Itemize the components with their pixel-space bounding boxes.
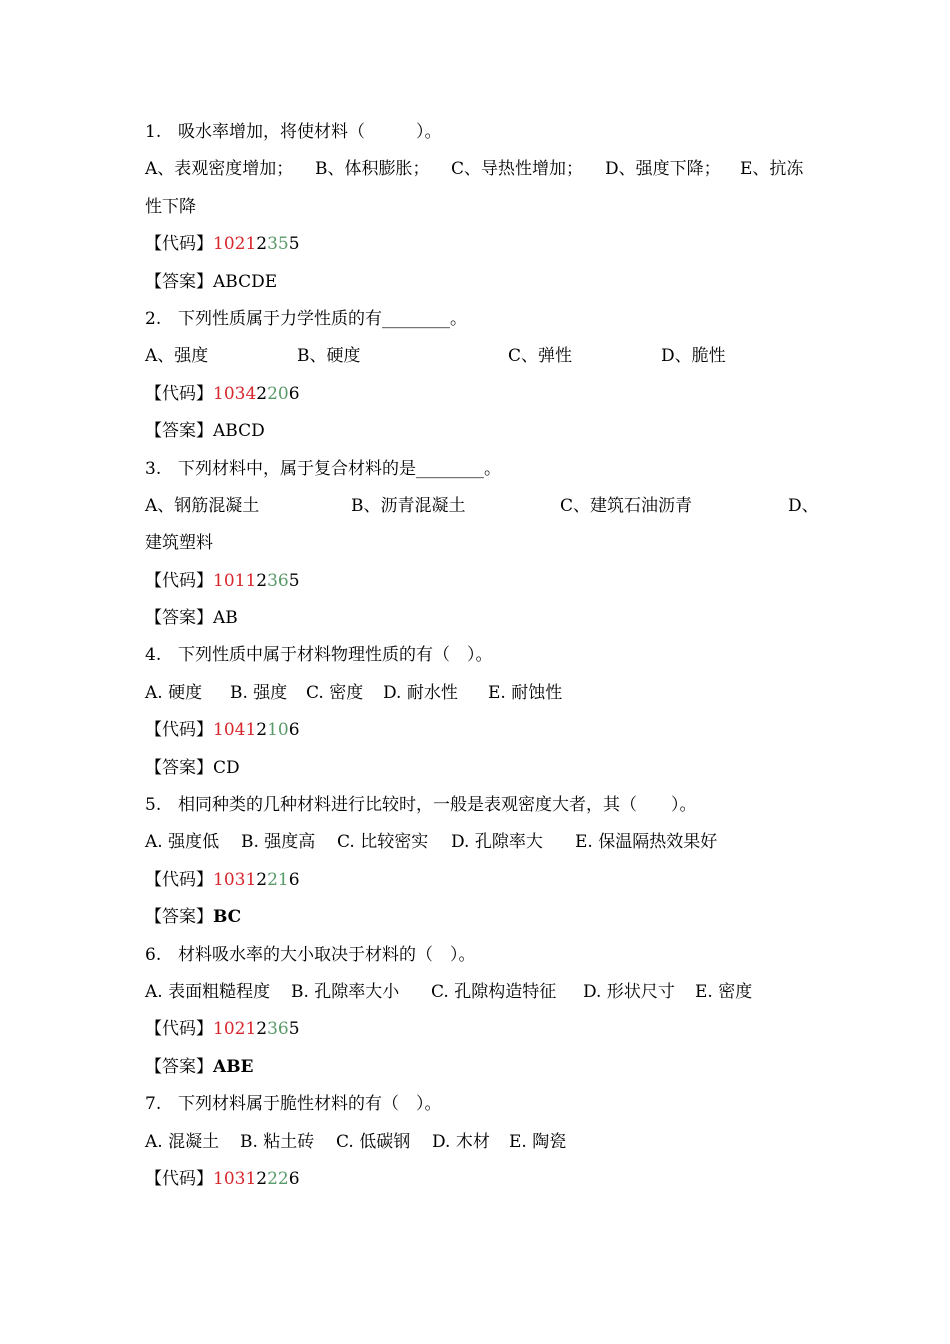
question-stem xyxy=(145,114,810,151)
option-text: C. 密度 xyxy=(306,682,364,703)
question-text: 吸水率增加，将使材料（ ）。 xyxy=(178,122,442,142)
option-text: C、导热性增加； xyxy=(451,159,584,180)
answer-value: ABCD xyxy=(213,421,265,442)
options-line xyxy=(145,675,810,712)
code-segment: 2 xyxy=(256,869,268,890)
question-document xyxy=(145,114,819,1198)
option-text: D、强度下降； xyxy=(605,159,721,180)
option-text: 建筑塑料 xyxy=(145,533,213,554)
code-segment: 6 xyxy=(288,869,300,890)
options-line xyxy=(145,1124,810,1161)
code-segment: 1031 xyxy=(213,1168,257,1189)
option-text: E. 耐蚀性 xyxy=(488,682,563,703)
answer-value: AB xyxy=(213,608,238,629)
option-text: E. 保温隔热效果好 xyxy=(575,832,718,853)
question-stem xyxy=(145,1086,810,1123)
options-line xyxy=(145,338,810,375)
code-segment: 22 xyxy=(267,1168,289,1189)
question-number: 6. xyxy=(145,944,162,965)
option-text: B. 强度 xyxy=(230,682,288,703)
option-text: D. 耐水性 xyxy=(383,682,458,703)
option-text: B. 粘土砖 xyxy=(240,1131,315,1152)
answer-value: ABCDE xyxy=(213,271,278,292)
code-line xyxy=(145,563,810,600)
option-text: A、强度 xyxy=(145,346,209,367)
options-line xyxy=(145,525,810,562)
code-segment: 2 xyxy=(256,383,268,404)
code-segment: 6 xyxy=(288,383,300,404)
question-number: 1. xyxy=(145,122,162,142)
code-label: 【代码】 xyxy=(145,383,213,404)
question-stem xyxy=(145,937,810,974)
question-text: 材料吸水率的大小取决于材料的（ ）。 xyxy=(178,944,476,965)
option-text: A、钢筋混凝土 xyxy=(145,495,260,516)
option-text: C. 孔隙构造特征 xyxy=(431,981,557,1002)
code-segment: 5 xyxy=(288,570,300,591)
option-text: 性下降 xyxy=(145,196,196,217)
code-segment: 36 xyxy=(267,1019,289,1040)
option-text: E. 密度 xyxy=(695,981,753,1002)
option-text: B. 强度高 xyxy=(241,832,316,853)
code-label: 【代码】 xyxy=(145,720,213,741)
answer-label: 【答案】 xyxy=(145,271,213,292)
answer-line xyxy=(145,413,810,450)
option-text: B、体积膨胀； xyxy=(315,159,430,180)
option-text: A、表观密度增加； xyxy=(145,159,294,180)
options-line xyxy=(145,824,810,861)
option-text: C. 比较密实 xyxy=(337,832,429,853)
option-text: B、硬度 xyxy=(297,346,361,367)
code-segment: 1031 xyxy=(213,869,257,890)
code-label: 【代码】 xyxy=(145,234,213,255)
code-segment: 5 xyxy=(288,234,300,255)
question-stem xyxy=(145,301,810,338)
code-line xyxy=(145,1011,810,1048)
answer-line xyxy=(145,899,810,936)
option-text: D. 孔隙率大 xyxy=(451,832,543,853)
option-text: A. 硬度 xyxy=(145,682,203,703)
code-segment: 1021 xyxy=(213,234,257,255)
option-text: C、弹性 xyxy=(508,346,573,367)
code-segment: 2 xyxy=(256,1168,268,1189)
question-number: 2. xyxy=(145,308,162,329)
option-text: B、沥青混凝土 xyxy=(351,495,466,516)
option-text: D、脆性 xyxy=(661,346,726,367)
code-segment: 1021 xyxy=(213,1019,257,1040)
option-text: C. 低碳钢 xyxy=(336,1131,411,1152)
code-segment: 36 xyxy=(267,570,289,591)
question-text: 相同种类的几种材料进行比较时，一般是表观密度大者，其（ ）。 xyxy=(178,795,697,816)
option-text: A. 表面粗糙程度 xyxy=(145,981,271,1002)
answer-label: 【答案】 xyxy=(145,907,213,928)
answer-line xyxy=(145,600,810,637)
code-segment: 10 xyxy=(267,720,289,741)
answer-value: ABE xyxy=(213,1056,254,1077)
code-label: 【代码】 xyxy=(145,570,213,591)
code-segment: 2 xyxy=(256,570,268,591)
code-segment: 5 xyxy=(288,1019,300,1040)
code-line xyxy=(145,712,810,749)
question-text: 下列材料属于脆性材料的有（ ）。 xyxy=(178,1094,442,1115)
code-label: 【代码】 xyxy=(145,869,213,890)
question-stem xyxy=(145,787,810,824)
question-number: 7. xyxy=(145,1094,162,1115)
answer-value: BC xyxy=(213,907,242,928)
code-segment: 6 xyxy=(288,1168,300,1189)
code-label: 【代码】 xyxy=(145,1019,213,1040)
answer-line xyxy=(145,1049,810,1086)
answer-label: 【答案】 xyxy=(145,421,213,442)
code-line xyxy=(145,226,810,263)
answer-line xyxy=(145,264,810,301)
code-segment: 1034 xyxy=(213,383,257,404)
code-segment: 1041 xyxy=(213,720,257,741)
question-number: 4. xyxy=(145,645,162,666)
code-segment: 21 xyxy=(267,869,289,890)
question-text: 下列性质属于力学性质的有________。 xyxy=(178,308,467,329)
option-text: E. 陶瓷 xyxy=(509,1131,567,1152)
options-line xyxy=(145,488,819,525)
answer-label: 【答案】 xyxy=(145,757,213,778)
code-segment: 35 xyxy=(267,234,289,255)
option-text: C、建筑石油沥青 xyxy=(560,495,693,516)
answer-label: 【答案】 xyxy=(145,608,213,629)
option-text: E、抗冻 xyxy=(740,159,804,180)
code-segment: 2 xyxy=(256,720,268,741)
code-segment: 2 xyxy=(256,234,268,255)
options-line xyxy=(145,189,810,226)
code-segment: 20 xyxy=(267,383,289,404)
question-text: 下列材料中，属于复合材料的是________。 xyxy=(178,458,501,479)
code-label: 【代码】 xyxy=(145,1168,213,1189)
options-line xyxy=(145,151,810,188)
question-stem xyxy=(145,637,810,674)
option-text: A. 强度低 xyxy=(145,832,220,853)
code-line xyxy=(145,1161,810,1198)
answer-label: 【答案】 xyxy=(145,1056,213,1077)
option-text: A. 混凝土 xyxy=(145,1131,220,1152)
question-stem xyxy=(145,451,810,488)
option-text: B. 孔隙率大小 xyxy=(291,981,400,1002)
option-text: D、 xyxy=(788,495,819,516)
code-line xyxy=(145,862,810,899)
answer-line xyxy=(145,750,810,787)
question-number: 5. xyxy=(145,795,162,816)
options-line xyxy=(145,974,810,1011)
option-text: D. 木材 xyxy=(432,1131,490,1152)
question-number: 3. xyxy=(145,458,162,479)
code-segment: 1011 xyxy=(213,570,257,591)
code-segment: 2 xyxy=(256,1019,268,1040)
answer-value: CD xyxy=(213,757,240,778)
question-text: 下列性质中属于材料物理性质的有（ ）。 xyxy=(178,645,493,666)
option-text: D. 形状尺寸 xyxy=(583,981,675,1002)
code-line xyxy=(145,376,810,413)
code-segment: 6 xyxy=(288,720,300,741)
